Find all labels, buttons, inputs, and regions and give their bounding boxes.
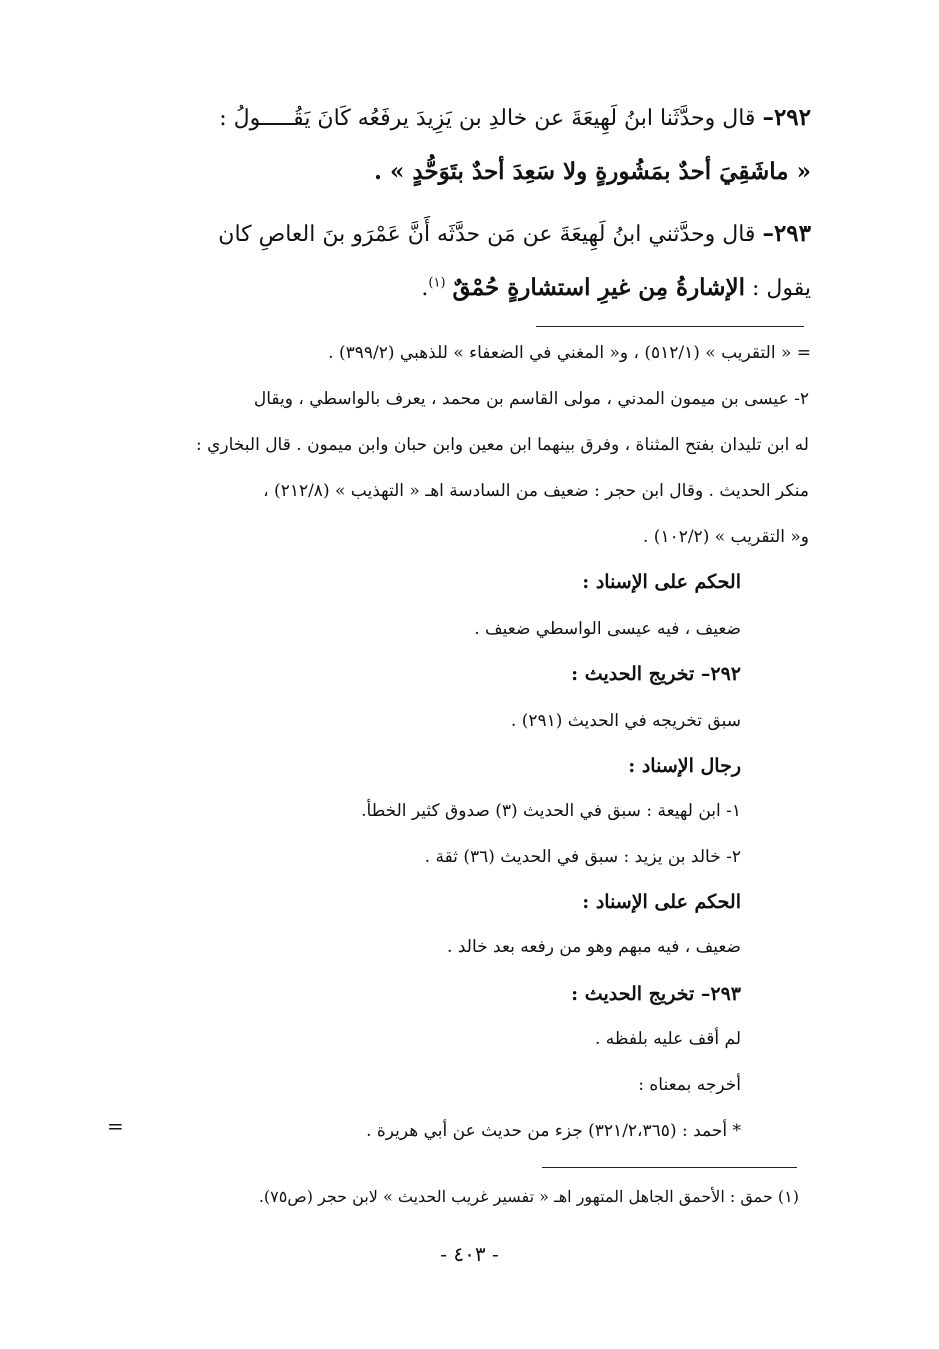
takhrij-293-heading: ٢٩٣– تخريج الحديث :	[571, 983, 741, 1005]
notes-separator	[536, 326, 804, 327]
hadith-293-line-2	[421, 274, 811, 301]
rijal-item-1: ١- ابن لهيعة : سبق في الحديث (٣) صدوق كثير الخطأ.	[361, 801, 741, 821]
footnote-ref-1: (١)	[428, 275, 446, 291]
hukm-isnad-heading-1: الحكم على الإسناد :	[582, 571, 741, 593]
rijal-isnad-heading: رجال الإسناد :	[628, 755, 741, 777]
page-number: - ٤٠٣ -	[440, 1242, 499, 1266]
note-2-line-2: له ابن تليدان بفتح المثناة ، وفرق بينهما ابن معين وابن حبان وابن ميمون . قال البخاري :	[195, 435, 809, 455]
continuation-mark: =	[107, 1114, 124, 1138]
hadith-292-text: قال وحدَّثَنا ابنُ لَهِيعَةَ عن خالدِ بن يَزِيدَ يرفَعُه كَانَ يَقُـــــولُ :	[219, 106, 756, 131]
notes-continued-line: = « التقريب » (٥١٢/١) ، و« المغني في الضعفاء » للذهبي (٣٩٩/٢) .	[328, 343, 811, 363]
rijal-item-2: ٢- خالد بن يزيد : سبق في الحديث (٣٦) ثقة .	[424, 847, 741, 867]
hadith-292-number: ٢٩٢–	[762, 104, 811, 131]
takhrij-292-text: سبق تخريجه في الحديث (٢٩١) .	[510, 711, 741, 731]
hukm-isnad-heading-2: الحكم على الإسناد :	[582, 891, 741, 913]
note-2-line-3: منكر الحديث . وقال ابن حجر : ضعيف من السادسة اهـ « التهذيب » (٢١٢/٨) ،	[263, 481, 809, 501]
note-2-line-1: ٢- عيسى بن ميمون المدني ، مولى القاسم بن محمد ، يعرف بالواسطي ، ويقال	[253, 389, 809, 409]
hadith-293-saying: الإشارةُ مِن غيرِ استشارةٍ حُمْقٌ	[452, 274, 745, 301]
hadith-293-prefix: يقول :	[751, 276, 811, 301]
hukm-isnad-text-1: ضعيف ، فيه عيسى الواسطي ضعيف .	[474, 619, 741, 639]
hadith-293-line-1	[218, 220, 811, 247]
hadith-293-number: ٢٩٣–	[762, 220, 811, 247]
hadith-293-end: .	[421, 276, 429, 301]
hadith-293-text: قال وحدَّثني ابنُ لَهِيعَةَ عن مَن حدَّثَه أَنَّ عَمْرَو بنَ العاصِ كان	[218, 222, 756, 247]
takhrij-292-heading: ٢٩٢– تخريج الحديث :	[571, 663, 741, 685]
takhrij-293-text-2: أخرجه بمعناه :	[638, 1075, 741, 1095]
takhrij-293-text-1: لم أقف عليه بلفظه .	[595, 1029, 741, 1049]
hadith-292-line-1	[219, 104, 811, 131]
footnote-separator	[542, 1167, 797, 1168]
footnote-1: (١) حمق : الأحمق الجاهل المتهور اهـ « تفسير غريب الحديث » لابن حجر (ص٧٥).	[258, 1187, 799, 1206]
hukm-isnad-text-2: ضعيف ، فيه مبهم وهو من رفعه بعد خالد .	[447, 937, 741, 957]
note-2-line-4: و« التقريب » (١٠٢/٢) .	[642, 527, 809, 547]
ahmad-reference: * أحمد : (٣٢١/٢،٣٦٥) جزء من حديث عن أبي هريرة .	[366, 1121, 741, 1141]
hadith-292-line-2: « ماشَقِيَ أحدٌ بمَشُورةٍ ولا سَعِدَ أحدٌ بتَوَحُّدٍ » .	[373, 158, 811, 185]
